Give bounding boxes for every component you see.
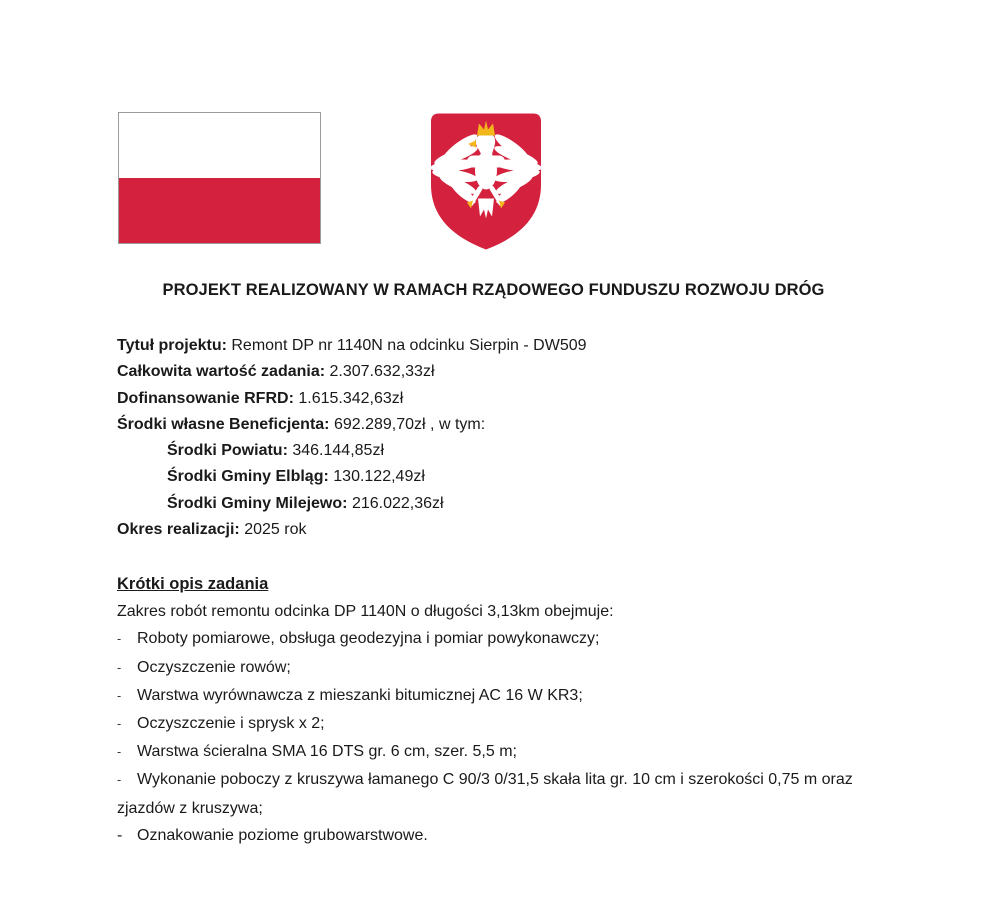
- scope-item: - Roboty pomiarowe, obsługa geodezyjna i pomiar powykonawczy;: [117, 625, 859, 653]
- bullet-dash: -: [117, 745, 122, 760]
- section-heading: Krótki opis zadania: [117, 575, 269, 593]
- detail-own-funds: Środki własne Beneficjenta: 692.289,70zł , w tym:: [117, 415, 486, 433]
- poland-coat-of-arms-icon: [427, 110, 545, 253]
- detail-total-value: Całkowita wartość zadania: 2.307.632,33zł: [117, 363, 435, 381]
- scope-item: - Oczyszczenie rowów;: [117, 654, 859, 682]
- scope-intro: Zakres robót remontu odcinka DP 1140N o długości 3,13km obejmuje:: [117, 603, 614, 621]
- bullet-dash: -: [117, 660, 122, 675]
- detail-period: Okres realizacji: 2025 rok: [117, 521, 307, 539]
- project-details: [117, 333, 877, 543]
- detail-elblag-funds: Środki Gminy Elbląg: 130.122,49zł: [167, 468, 425, 486]
- bullet-dash: -: [117, 717, 122, 732]
- scope-item: - Wykonanie poboczy z kruszywa łamanego C 90/3 0/31,5 skała lita gr. 10 cm i szerokości 0,75 m oraz zjazdów z kruszywa;: [117, 766, 859, 821]
- scope-item: - Warstwa ścieralna SMA 16 DTS gr. 6 cm, szer. 5,5 m;: [117, 738, 859, 766]
- scope-item: - Oznakowanie poziome grubowarstwowe.: [117, 822, 859, 849]
- bullet-dash: -: [117, 773, 122, 788]
- scope-item: - Warstwa wyrównawcza z mieszanki bitumicznej AC 16 W KR3;: [117, 682, 859, 710]
- detail-county-funds: Środki Powiatu: 346.144,85zł: [167, 442, 384, 460]
- scope-item: - Oczyszczenie i sprysk x 2;: [117, 710, 859, 738]
- bullet-dash: -: [117, 632, 122, 647]
- poland-flag-icon: [118, 112, 321, 244]
- page-title: PROJEKT REALIZOWANY W RAMACH RZĄDOWEGO FUNDUSZU ROZWOJU DRÓG: [162, 281, 825, 299]
- detail-project-title: Tytuł projektu: Remont DP nr 1140N na odcinku Sierpin - DW509: [117, 337, 587, 354]
- detail-funding-rfrd: Dofinansowanie RFRD: 1.615.342,63zł: [117, 389, 404, 407]
- detail-milejewo-funds: Środki Gminy Milejewo: 216.022,36zł: [167, 494, 444, 512]
- bullet-dash: -: [117, 688, 122, 703]
- bullet-dash: -: [117, 826, 123, 844]
- short-description-section: [117, 571, 859, 849]
